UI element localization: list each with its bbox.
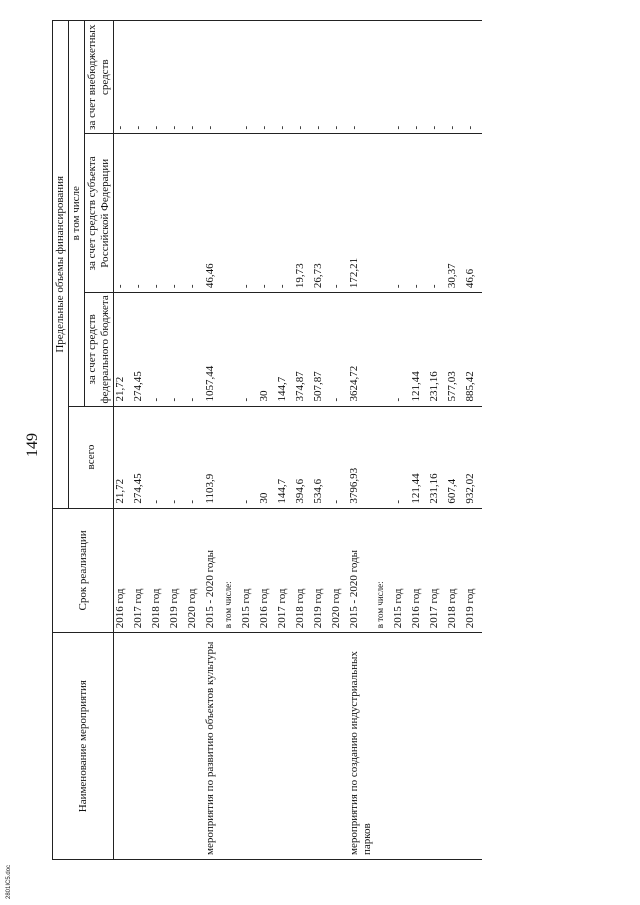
federal-cell: 1057,44	[204, 293, 222, 406]
table-row	[330, 21, 348, 860]
extrabudget-cell: -	[464, 21, 482, 134]
extrabudget-cell: -	[114, 21, 133, 134]
extrabudget-cell: -	[258, 21, 276, 134]
total-cell: 1103,9	[204, 406, 222, 508]
federal-cell: 144,7	[276, 293, 294, 406]
regional-cell: 30,37	[446, 134, 464, 293]
name-cell	[132, 633, 150, 860]
regional-cell	[374, 134, 392, 293]
total-cell: 394,6	[294, 406, 312, 508]
total-cell: 144,7	[276, 406, 294, 508]
table-row	[240, 21, 258, 860]
period-cell: 2018 год	[150, 508, 168, 633]
header-federal: за счет средств федерального бюджета	[85, 293, 114, 406]
federal-cell: 30	[258, 293, 276, 406]
extrabudget-cell: -	[330, 21, 348, 134]
table-row	[374, 21, 392, 860]
name-cell	[276, 633, 294, 860]
period-cell: 2019 год	[464, 508, 482, 633]
regional-cell: -	[240, 134, 258, 293]
regional-cell: -	[114, 134, 133, 293]
name-cell	[114, 633, 133, 860]
regional-cell: -	[410, 134, 428, 293]
period-cell: 2015 год	[240, 508, 258, 633]
total-cell	[222, 406, 240, 508]
name-cell: мероприятия по развитию объектов культуры	[204, 633, 222, 860]
name-cell	[410, 633, 428, 860]
total-cell: 932,02	[464, 406, 482, 508]
name-cell	[312, 633, 330, 860]
name-cell	[428, 633, 446, 860]
federal-cell: 121,44	[410, 293, 428, 406]
extrabudget-cell	[374, 21, 392, 134]
total-cell: -	[240, 406, 258, 508]
regional-cell: -	[258, 134, 276, 293]
period-cell: 2019 год	[312, 508, 330, 633]
total-cell: -	[186, 406, 204, 508]
table-body	[114, 21, 483, 860]
federal-cell: 21,72	[114, 293, 133, 406]
total-cell: -	[168, 406, 186, 508]
federal-cell: -	[392, 293, 410, 406]
total-cell: -	[392, 406, 410, 508]
period-cell: 2020 год	[186, 508, 204, 633]
regional-cell: 46,46	[204, 134, 222, 293]
table-row	[186, 21, 204, 860]
regional-cell: -	[168, 134, 186, 293]
name-cell	[392, 633, 410, 860]
name-cell	[222, 633, 240, 860]
period-cell: 2016 год	[114, 508, 133, 633]
header-regional: за счет средств субъекта Российской Федерации	[85, 134, 114, 293]
regional-cell: 19,73	[294, 134, 312, 293]
table-row	[294, 21, 312, 860]
header-extrabudget: за счет внебюджетных средств	[85, 21, 114, 134]
total-cell	[374, 406, 392, 508]
table-row	[392, 21, 410, 860]
extrabudget-cell: -	[204, 21, 222, 134]
name-cell	[150, 633, 168, 860]
name-cell	[446, 633, 464, 860]
financing-table	[52, 20, 482, 860]
regional-cell: -	[428, 134, 446, 293]
regional-cell: 26,73	[312, 134, 330, 293]
table-row	[258, 21, 276, 860]
extrabudget-cell: -	[410, 21, 428, 134]
name-cell	[464, 633, 482, 860]
page-number: 149	[24, 433, 41, 457]
total-cell: 607,4	[446, 406, 464, 508]
federal-cell: 885,42	[464, 293, 482, 406]
extrabudget-cell	[222, 21, 240, 134]
federal-cell	[374, 293, 392, 406]
total-cell: -	[150, 406, 168, 508]
regional-cell: -	[150, 134, 168, 293]
table-row	[446, 21, 464, 860]
federal-cell	[222, 293, 240, 406]
total-cell: 274,45	[132, 406, 150, 508]
name-cell	[294, 633, 312, 860]
table-row	[132, 21, 150, 860]
extrabudget-cell: -	[294, 21, 312, 134]
regional-cell: -	[330, 134, 348, 293]
regional-cell: -	[132, 134, 150, 293]
federal-cell: 3624,72	[348, 293, 374, 406]
document-id: 2801IC5.doc	[6, 864, 12, 899]
extrabudget-cell: -	[186, 21, 204, 134]
period-cell: 2018 год	[446, 508, 464, 633]
regional-cell: -	[392, 134, 410, 293]
federal-cell: -	[168, 293, 186, 406]
total-cell: 231,16	[428, 406, 446, 508]
extrabudget-cell: -	[276, 21, 294, 134]
name-cell	[374, 633, 392, 860]
table-row	[222, 21, 240, 860]
name-cell	[258, 633, 276, 860]
table-row	[168, 21, 186, 860]
regional-cell: -	[186, 134, 204, 293]
header-including: в том числе	[69, 21, 85, 407]
extrabudget-cell: -	[348, 21, 374, 134]
table-row	[312, 21, 330, 860]
name-cell	[330, 633, 348, 860]
header-period: Срок реализации	[53, 508, 114, 633]
period-cell: в том числе:	[222, 508, 240, 633]
federal-cell: -	[240, 293, 258, 406]
period-cell: 2016 год	[258, 508, 276, 633]
federal-cell: 577,03	[446, 293, 464, 406]
header-limits: Предельные объемы финансирования	[53, 21, 69, 509]
name-cell	[186, 633, 204, 860]
table-row	[276, 21, 294, 860]
period-cell: 2019 год	[168, 508, 186, 633]
table-row	[428, 21, 446, 860]
total-cell: -	[330, 406, 348, 508]
table-row	[348, 21, 374, 860]
table-row	[410, 21, 428, 860]
period-cell: 2017 год	[276, 508, 294, 633]
total-cell: 121,44	[410, 406, 428, 508]
federal-cell: 507,87	[312, 293, 330, 406]
extrabudget-cell: -	[392, 21, 410, 134]
extrabudget-cell: -	[150, 21, 168, 134]
period-cell: 2017 год	[428, 508, 446, 633]
total-cell: 30	[258, 406, 276, 508]
period-cell: 2015 - 2020 годы	[204, 508, 222, 633]
table-row	[204, 21, 222, 860]
table-row	[114, 21, 133, 860]
regional-cell: 172,21	[348, 134, 374, 293]
period-cell: 2017 год	[132, 508, 150, 633]
period-cell: 2015 - 2020 годы	[348, 508, 374, 633]
extrabudget-cell: -	[428, 21, 446, 134]
regional-cell	[222, 134, 240, 293]
period-cell: 2020 год	[330, 508, 348, 633]
extrabudget-cell: -	[132, 21, 150, 134]
table-row	[464, 21, 482, 860]
federal-cell: -	[186, 293, 204, 406]
table-row	[150, 21, 168, 860]
federal-cell: 274,45	[132, 293, 150, 406]
federal-cell: 231,16	[428, 293, 446, 406]
extrabudget-cell: -	[312, 21, 330, 134]
header-total: всего	[69, 406, 114, 508]
name-cell	[168, 633, 186, 860]
federal-cell: -	[330, 293, 348, 406]
total-cell: 21,72	[114, 406, 133, 508]
total-cell: 534,6	[312, 406, 330, 508]
regional-cell: 46,6	[464, 134, 482, 293]
name-cell	[240, 633, 258, 860]
total-cell: 3796,93	[348, 406, 374, 508]
federal-cell: -	[150, 293, 168, 406]
extrabudget-cell: -	[168, 21, 186, 134]
period-cell: в том числе:	[374, 508, 392, 633]
period-cell: 2015 год	[392, 508, 410, 633]
period-cell: 2018 год	[294, 508, 312, 633]
regional-cell: -	[276, 134, 294, 293]
period-cell: 2016 год	[410, 508, 428, 633]
federal-cell: 374,87	[294, 293, 312, 406]
extrabudget-cell: -	[446, 21, 464, 134]
header-name: Наименование мероприятия	[53, 633, 114, 860]
name-cell: мероприятия по созданию индустриальных парков	[348, 633, 374, 860]
extrabudget-cell: -	[240, 21, 258, 134]
